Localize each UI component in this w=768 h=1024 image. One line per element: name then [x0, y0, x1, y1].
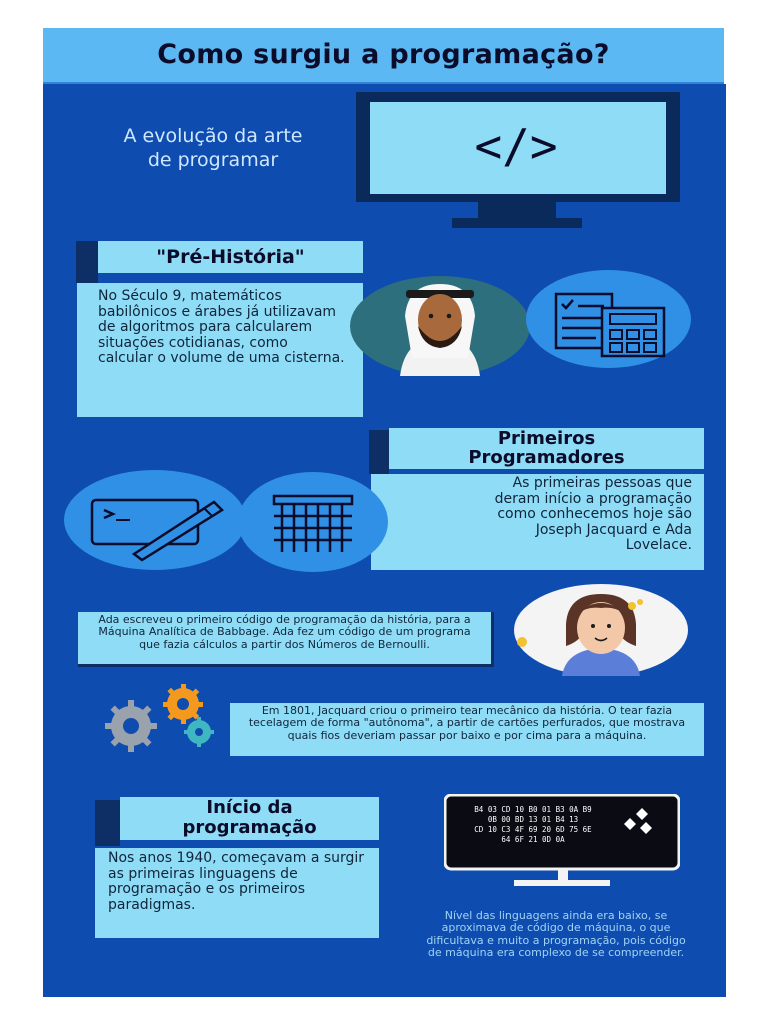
jacquard-card: [230, 703, 704, 756]
header-banner: [43, 28, 724, 85]
code-line: 0B 00 BD 13 01 B4 13: [487, 815, 579, 824]
inicio-card: [95, 848, 379, 938]
jacquard-text: Em 1801, Jacquard criou o primeiro tear mecânico da história. O tear fazia tecelagem de forma "autônoma", a partir de cartões perfurados, que mostrava quais fios deveriam passar por baixo e por cima para a máquina.: [248, 704, 686, 742]
nivel-text-block: [420, 910, 692, 960]
machine-code-text: [458, 805, 608, 845]
section-tab: [76, 241, 98, 283]
code-symbol: </>: [474, 119, 558, 173]
subtitle-line-1: A evolução da arte: [123, 125, 303, 147]
loom-weave-icon: [238, 472, 388, 572]
inicio-text: Nos anos 1940, começavam a surgir as primeiras linguagens de programação e os primeiros paradigmas.: [108, 850, 365, 913]
primeiros-title-line-1: Primeiros: [497, 428, 596, 449]
pre-historia-card: [77, 283, 363, 417]
ada-avatar: [514, 584, 688, 676]
section-title-inicio: [120, 797, 379, 840]
inicio-title-line-1: Início da: [206, 797, 293, 818]
calculator-icon-circle: [526, 270, 691, 368]
section-tab: [95, 800, 120, 846]
scholar-avatar: [350, 276, 530, 376]
section-title-primeiros: [389, 428, 704, 469]
ada-card: [78, 612, 494, 667]
pre-historia-title: "Pré-História": [156, 246, 305, 268]
calculator-icon: [526, 270, 691, 368]
nivel-text: Nível das linguagens ainda era baixo, se aproximava de código de máquina, o que dificultava e muito a programação, pois código de máquina era complexo de se compreender.: [426, 909, 686, 960]
code-line: B4 03 CD 10 B0 01 B3 0A B9: [474, 805, 592, 814]
monitor-icon: [356, 92, 680, 232]
gears-illustration: [95, 684, 223, 752]
inicio-title-line-2: programação: [182, 817, 317, 838]
primeiros-text: As primeiras pessoas que deram início a programação como conhecemos hoje são Joseph Jacquard e Ada Lovelace.: [494, 475, 692, 553]
laptop-pen-icon: [64, 470, 246, 570]
section-tab: [369, 430, 389, 474]
monitor-illustration: [356, 92, 680, 232]
section-title-pre-historia: [98, 241, 363, 273]
gears-icon: [95, 684, 223, 752]
ada-text: Ada escreveu o primeiro código de programação da história, para a Máquina Analítica de Babbage. Ada fez um código de um programa que fazia cálculos a partir dos Números de Bernoulli.: [98, 613, 471, 651]
primeiros-card: [371, 474, 704, 570]
subtitle-line-2: de programar: [147, 149, 279, 171]
laptop-pen-icon-circle: [64, 470, 246, 570]
code-line: 64 6F 21 0D 0A: [501, 835, 565, 844]
pre-historia-text: No Século 9, matemáticos babilônicos e árabes já utilizavam de algoritmos para calcularem situações cotidianas, como calcular o volume de uma cisterna.: [98, 288, 345, 366]
subtitle: [78, 124, 348, 172]
code-line: CD 10 C3 4F 69 20 6D 75 6E: [474, 825, 592, 834]
primeiros-title-line-2: Programadores: [468, 447, 625, 468]
page-title: Como surgiu a programação?: [157, 39, 610, 70]
loom-icon-circle: [238, 472, 388, 572]
